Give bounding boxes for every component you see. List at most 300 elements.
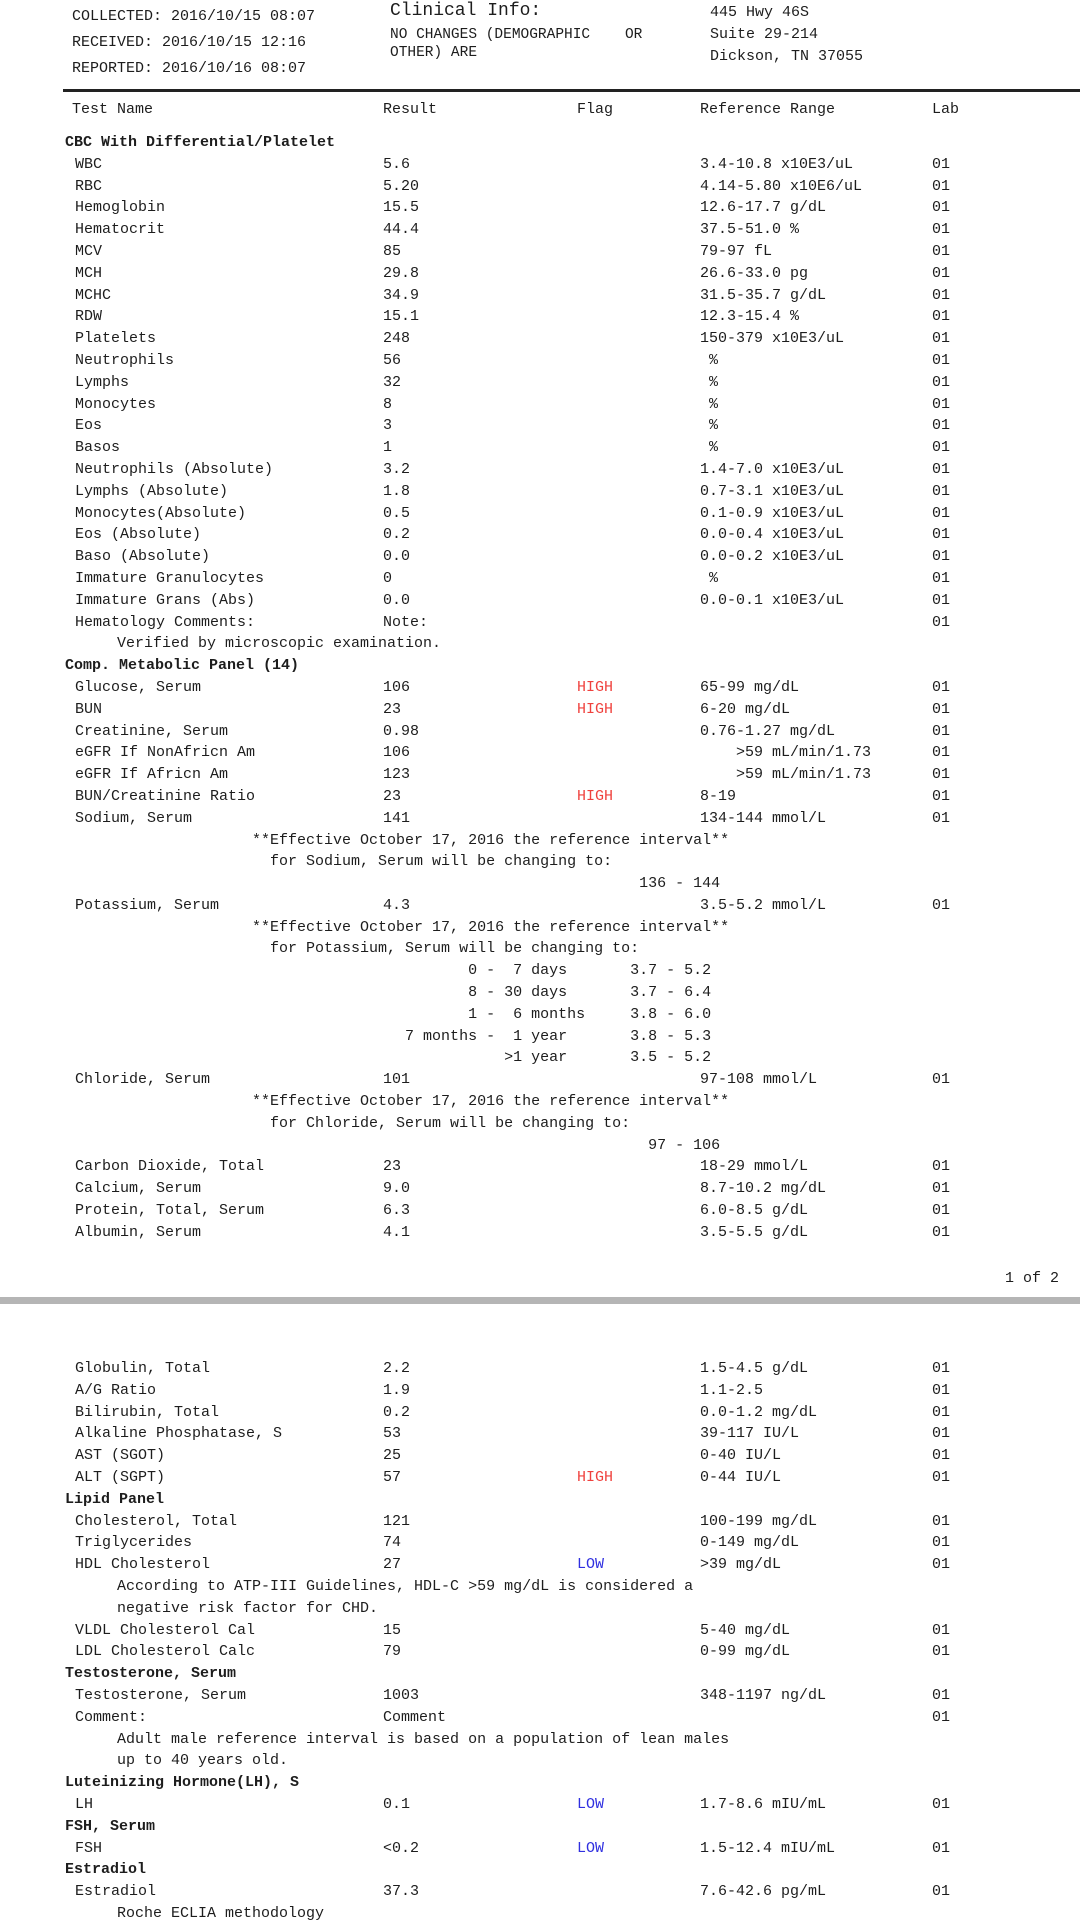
reference-range: 79-97 fL xyxy=(700,242,773,260)
note-text: 0 - 7 days 3.7 - 5.2 xyxy=(72,962,712,980)
lab-code: 01 xyxy=(932,439,951,457)
lab-code: 01 xyxy=(932,1534,951,1552)
table-column-headers xyxy=(0,101,1080,125)
reference-range: 6-20 mg/dL xyxy=(700,700,791,718)
test-name: BUN/Creatinine Ratio xyxy=(75,787,256,805)
test-result-row xyxy=(0,415,1080,437)
reference-range: 150-379 x10E3/uL xyxy=(700,330,845,348)
test-name: eGFR If NonAfricn Am xyxy=(75,744,256,762)
test-name: Hematocrit xyxy=(75,221,166,239)
note-text: **Effective October 17, 2016 the reference interval** xyxy=(72,831,730,849)
test-name: Alkaline Phosphatase, S xyxy=(75,1425,283,1443)
reference-range: >39 mg/dL xyxy=(700,1556,782,1574)
result-value: 15.1 xyxy=(383,308,420,326)
test-name: Baso (Absolute) xyxy=(75,548,211,566)
reported-date: REPORTED: 2016/10/16 08:07 xyxy=(72,60,307,77)
result-value: 23 xyxy=(383,700,402,718)
lab-code: 01 xyxy=(932,569,951,587)
note-text: Roche ECLIA methodology xyxy=(72,1904,325,1920)
test-name: Hematology Comments: xyxy=(75,613,256,631)
test-name: Lymphs xyxy=(75,373,130,391)
test-result-row xyxy=(0,263,1080,285)
lab-code: 01 xyxy=(932,1381,951,1399)
note-text: >1 year 3.5 - 5.2 xyxy=(72,1049,712,1067)
note-text: 136 - 144 xyxy=(72,875,721,893)
test-result-row xyxy=(0,612,1080,634)
test-result-row xyxy=(0,459,1080,481)
test-result-row xyxy=(0,197,1080,219)
test-name: Neutrophils (Absolute) xyxy=(75,460,274,478)
address-line: Suite 29-214 xyxy=(710,26,819,43)
column-header-reference-range: Reference Range xyxy=(700,101,836,118)
note-text: up to 40 years old. xyxy=(72,1752,289,1770)
flag-value: HIGH xyxy=(577,787,614,805)
result-value: 106 xyxy=(383,744,411,762)
note-line-row xyxy=(0,633,1080,655)
test-result-row xyxy=(0,503,1080,525)
lab-code: 01 xyxy=(932,351,951,369)
test-name: LH xyxy=(75,1795,94,1813)
note-text: 1 - 6 months 3.8 - 6.0 xyxy=(72,1005,712,1023)
reference-range: 1.7-8.6 mIU/mL xyxy=(700,1795,827,1813)
reference-range: 31.5-35.7 g/dL xyxy=(700,286,827,304)
result-value: 0.0 xyxy=(383,591,411,609)
reference-range: 100-199 mg/dL xyxy=(700,1512,818,1530)
note-text: for Sodium, Serum will be changing to: xyxy=(72,853,613,871)
lab-code: 01 xyxy=(932,526,951,544)
result-value: 0.5 xyxy=(383,504,411,522)
test-name: Globulin, Total xyxy=(75,1360,211,1377)
note-line-row xyxy=(0,1729,1080,1751)
lab-code: 01 xyxy=(932,1883,951,1901)
test-name: WBC xyxy=(75,155,103,173)
lab-code: 01 xyxy=(932,809,951,827)
test-result-row xyxy=(0,895,1080,917)
section-header-row xyxy=(0,1489,1080,1511)
result-value: 248 xyxy=(383,330,411,348)
test-name: Albumin, Serum xyxy=(75,1223,202,1241)
note-line-row xyxy=(0,1750,1080,1772)
test-result-row xyxy=(0,1881,1080,1903)
note-text: Verified by microscopic examination. xyxy=(72,635,442,653)
test-result-row xyxy=(0,328,1080,350)
note-line-row xyxy=(0,1091,1080,1113)
reference-range: 0-99 mg/dL xyxy=(700,1643,791,1661)
received-date: RECEIVED: 2016/10/15 12:16 xyxy=(72,34,307,51)
lab-code: 01 xyxy=(932,373,951,391)
test-result-row xyxy=(0,1380,1080,1402)
note-line-row xyxy=(0,1903,1080,1920)
reference-range: 0.76-1.27 mg/dL xyxy=(700,722,836,740)
result-value: 15 xyxy=(383,1621,402,1639)
lab-code: 01 xyxy=(932,1360,951,1377)
section-header-row xyxy=(0,1772,1080,1794)
test-name: Carbon Dioxide, Total xyxy=(75,1158,265,1176)
lab-code: 01 xyxy=(932,1223,951,1241)
test-result-row xyxy=(0,677,1080,699)
test-result-row xyxy=(0,524,1080,546)
test-result-row xyxy=(0,176,1080,198)
result-value: 0.1 xyxy=(383,1795,411,1813)
lab-code: 01 xyxy=(932,242,951,260)
test-result-row xyxy=(0,1358,1080,1380)
lab-code: 01 xyxy=(932,1180,951,1198)
lab-code: 01 xyxy=(932,1839,951,1857)
test-name: Calcium, Serum xyxy=(75,1180,202,1198)
reference-range: 12.3-15.4 % xyxy=(700,308,800,326)
test-name: RDW xyxy=(75,308,103,326)
test-name: Chloride, Serum xyxy=(75,1071,211,1089)
lab-code: 01 xyxy=(932,1468,951,1486)
lab-code: 01 xyxy=(932,744,951,762)
test-result-row xyxy=(0,1707,1080,1729)
reference-range: 8-19 xyxy=(700,787,737,805)
note-text: 8 - 30 days 3.7 - 6.4 xyxy=(72,984,712,1002)
result-value: 37.3 xyxy=(383,1883,420,1901)
test-result-row xyxy=(0,1838,1080,1860)
reference-range: >59 mL/min/1.73 xyxy=(700,744,872,762)
reference-range: 12.6-17.7 g/dL xyxy=(700,199,827,217)
lab-code: 01 xyxy=(932,482,951,500)
section-title: Luteinizing Hormone(LH), S xyxy=(65,1774,300,1792)
note-line-row xyxy=(0,1047,1080,1069)
note-line-row xyxy=(0,960,1080,982)
note-line-row xyxy=(0,873,1080,895)
reference-range: 1.5-12.4 mIU/mL xyxy=(700,1839,836,1857)
test-name: Neutrophils xyxy=(75,351,175,369)
lab-code: 01 xyxy=(932,221,951,239)
reference-range: 0.0-0.4 x10E3/uL xyxy=(700,526,845,544)
result-value: Note: xyxy=(383,613,429,631)
results-table-page1 xyxy=(0,132,1080,1244)
result-value: 27 xyxy=(383,1556,402,1574)
lab-code: 01 xyxy=(932,1643,951,1661)
reference-range: 0.1-0.9 x10E3/uL xyxy=(700,504,845,522)
test-result-row xyxy=(0,372,1080,394)
test-result-row xyxy=(0,1620,1080,1642)
reference-range: 26.6-33.0 pg xyxy=(700,264,809,282)
reference-range: 5-40 mg/dL xyxy=(700,1621,791,1639)
result-value: 29.8 xyxy=(383,264,420,282)
test-name: MCV xyxy=(75,242,103,260)
section-header-row xyxy=(0,132,1080,154)
result-value: 9.0 xyxy=(383,1180,411,1198)
section-header-row xyxy=(0,655,1080,677)
result-value: 1.9 xyxy=(383,1381,411,1399)
lab-code: 01 xyxy=(932,1071,951,1089)
result-value: 0.2 xyxy=(383,526,411,544)
test-name: Cholesterol, Total xyxy=(75,1512,238,1530)
test-name: Immature Grans (Abs) xyxy=(75,591,256,609)
test-name: eGFR If Africn Am xyxy=(75,766,229,784)
note-line-row xyxy=(0,982,1080,1004)
lab-code: 01 xyxy=(932,1158,951,1176)
result-value: 5.6 xyxy=(383,155,411,173)
reference-range: 8.7-10.2 mg/dL xyxy=(700,1180,827,1198)
lab-code: 01 xyxy=(932,1202,951,1220)
reference-range: >59 mL/min/1.73 xyxy=(700,766,872,784)
reference-range: % xyxy=(700,417,719,435)
lab-code: 01 xyxy=(932,1425,951,1443)
test-result-row xyxy=(0,1402,1080,1424)
result-value: 6.3 xyxy=(383,1202,411,1220)
lab-code: 01 xyxy=(932,460,951,478)
test-name: Creatinine, Serum xyxy=(75,722,229,740)
page-number: 1 of 2 xyxy=(1005,1270,1060,1287)
test-name: AST (SGOT) xyxy=(75,1447,166,1465)
lab-code: 01 xyxy=(932,1795,951,1813)
flag-value: LOW xyxy=(577,1556,605,1574)
clinical-info-title: Clinical Info: xyxy=(390,1,542,21)
test-name: MCHC xyxy=(75,286,112,304)
reference-range: 0.7-3.1 x10E3/uL xyxy=(700,482,845,500)
lab-code: 01 xyxy=(932,1621,951,1639)
lab-code: 01 xyxy=(932,504,951,522)
lab-code: 01 xyxy=(932,1556,951,1574)
test-result-row xyxy=(0,1794,1080,1816)
test-name: RBC xyxy=(75,177,103,195)
test-name: Potassium, Serum xyxy=(75,896,220,914)
test-name: Bilirubin, Total xyxy=(75,1403,220,1421)
lab-code: 01 xyxy=(932,199,951,217)
result-value: 4.3 xyxy=(383,896,411,914)
result-value: 3 xyxy=(383,417,393,435)
note-text: for Chloride, Serum will be changing to: xyxy=(72,1114,631,1132)
test-result-row xyxy=(0,1685,1080,1707)
section-title: Comp. Metabolic Panel (14) xyxy=(65,657,300,675)
result-value: 2.2 xyxy=(383,1360,411,1377)
reference-range: % xyxy=(700,373,719,391)
lab-code: 01 xyxy=(932,308,951,326)
reference-range: 1.5-4.5 g/dL xyxy=(700,1360,809,1377)
note-line-row xyxy=(0,830,1080,852)
result-value: 0.0 xyxy=(383,548,411,566)
test-result-row xyxy=(0,1156,1080,1178)
result-value: 1 xyxy=(383,439,393,457)
address-line: 445 Hwy 46S xyxy=(710,4,810,21)
note-line-row xyxy=(0,1135,1080,1157)
test-result-row xyxy=(0,219,1080,241)
reference-range: 134-144 mmol/L xyxy=(700,809,827,827)
address-line: Dickson, TN 37055 xyxy=(710,48,864,65)
lab-code: 01 xyxy=(932,395,951,413)
clinical-info-line: NO CHANGES (DEMOGRAPHIC OR xyxy=(390,27,643,43)
test-result-row xyxy=(0,699,1080,721)
section-header-row xyxy=(0,1816,1080,1838)
lab-code: 01 xyxy=(932,177,951,195)
result-value: 121 xyxy=(383,1512,411,1530)
test-result-row xyxy=(0,1423,1080,1445)
reference-range: 39-117 IU/L xyxy=(700,1425,800,1443)
lab-code: 01 xyxy=(932,1447,951,1465)
result-value: 79 xyxy=(383,1643,402,1661)
reference-range: 18-29 mmol/L xyxy=(700,1158,809,1176)
flag-value: HIGH xyxy=(577,1468,614,1486)
test-result-row xyxy=(0,306,1080,328)
test-result-row xyxy=(0,154,1080,176)
test-name: HDL Cholesterol xyxy=(75,1556,211,1574)
flag-value: HIGH xyxy=(577,700,614,718)
test-result-row xyxy=(0,350,1080,372)
note-line-row xyxy=(0,1113,1080,1135)
test-name: Basos xyxy=(75,439,121,457)
test-result-row xyxy=(0,437,1080,459)
test-result-row xyxy=(0,1532,1080,1554)
column-header-test-name: Test Name xyxy=(72,101,154,118)
test-name: A/G Ratio xyxy=(75,1381,157,1399)
result-value: 74 xyxy=(383,1534,402,1552)
test-result-row xyxy=(0,546,1080,568)
test-result-row xyxy=(0,394,1080,416)
reference-range: 0-44 IU/L xyxy=(700,1468,782,1486)
test-name: Lymphs (Absolute) xyxy=(75,482,229,500)
result-value: 8 xyxy=(383,395,393,413)
test-name: Glucose, Serum xyxy=(75,678,202,696)
test-result-row xyxy=(0,1445,1080,1467)
lab-code: 01 xyxy=(932,722,951,740)
test-name: BUN xyxy=(75,700,103,718)
result-value: 15.5 xyxy=(383,199,420,217)
header-divider-rule xyxy=(63,89,1080,92)
test-result-row xyxy=(0,1222,1080,1244)
test-name: Comment: xyxy=(75,1708,148,1726)
test-result-row xyxy=(0,742,1080,764)
lab-code: 01 xyxy=(932,1686,951,1704)
result-value: 34.9 xyxy=(383,286,420,304)
note-line-row xyxy=(0,1004,1080,1026)
lab-code: 01 xyxy=(932,766,951,784)
result-value: 32 xyxy=(383,373,402,391)
lab-code: 01 xyxy=(932,1512,951,1530)
reference-range: % xyxy=(700,351,719,369)
reference-range: 348-1197 ng/dL xyxy=(700,1686,827,1704)
test-result-row xyxy=(0,1554,1080,1576)
reference-range: 0-149 mg/dL xyxy=(700,1534,800,1552)
test-name: LDL Cholesterol Calc xyxy=(75,1643,256,1661)
clinical-info-line: OTHER) ARE xyxy=(390,45,478,61)
lab-code: 01 xyxy=(932,700,951,718)
test-result-row xyxy=(0,1641,1080,1663)
result-value: 5.20 xyxy=(383,177,420,195)
lab-code: 01 xyxy=(932,591,951,609)
section-title: Lipid Panel xyxy=(65,1490,165,1508)
result-value: 0.2 xyxy=(383,1403,411,1421)
test-result-row xyxy=(0,1467,1080,1489)
reference-range: 3.4-10.8 x10E3/uL xyxy=(700,155,854,173)
lab-code: 01 xyxy=(932,330,951,348)
test-name: Testosterone, Serum xyxy=(75,1686,247,1704)
reference-range: 6.0-8.5 g/dL xyxy=(700,1202,809,1220)
result-value: 53 xyxy=(383,1425,402,1443)
note-line-row xyxy=(0,1576,1080,1598)
note-line-row xyxy=(0,917,1080,939)
test-result-row xyxy=(0,721,1080,743)
reference-range: % xyxy=(700,439,719,457)
result-value: 85 xyxy=(383,242,402,260)
note-text: 7 months - 1 year 3.8 - 5.3 xyxy=(72,1027,712,1045)
note-line-row xyxy=(0,1026,1080,1048)
section-title: CBC With Differential/Platelet xyxy=(65,134,336,151)
test-name: Immature Granulocytes xyxy=(75,569,265,587)
result-value: 23 xyxy=(383,1158,402,1176)
reference-range: 3.5-5.5 g/dL xyxy=(700,1223,809,1241)
reference-range: 65-99 mg/dL xyxy=(700,678,800,696)
result-value: 3.2 xyxy=(383,460,411,478)
test-name: Platelets xyxy=(75,330,157,348)
note-text: 97 - 106 xyxy=(72,1136,721,1154)
test-result-row xyxy=(0,764,1080,786)
test-result-row xyxy=(0,1511,1080,1533)
result-value: 101 xyxy=(383,1071,411,1089)
test-result-row xyxy=(0,241,1080,263)
reference-range: 0.0-1.2 mg/dL xyxy=(700,1403,818,1421)
results-table-page2 xyxy=(0,1358,1080,1920)
test-name: Protein, Total, Serum xyxy=(75,1202,265,1220)
test-name: Eos (Absolute) xyxy=(75,526,202,544)
flag-value: LOW xyxy=(577,1839,605,1857)
collected-date: COLLECTED: 2016/10/15 08:07 xyxy=(72,8,316,25)
section-title: Estradiol xyxy=(65,1861,147,1879)
result-value: 57 xyxy=(383,1468,402,1486)
reference-range: % xyxy=(700,395,719,413)
lab-code: 01 xyxy=(932,787,951,805)
reference-range: 0.0-0.1 x10E3/uL xyxy=(700,591,845,609)
note-text: **Effective October 17, 2016 the reference interval** xyxy=(72,918,730,936)
section-title: Testosterone, Serum xyxy=(65,1665,237,1683)
lab-code: 01 xyxy=(932,417,951,435)
lab-code: 01 xyxy=(932,286,951,304)
reference-range: % xyxy=(700,569,719,587)
test-name: Monocytes xyxy=(75,395,157,413)
result-value: 23 xyxy=(383,787,402,805)
reference-range: 0.0-0.2 x10E3/uL xyxy=(700,548,845,566)
note-text: negative risk factor for CHD. xyxy=(72,1599,379,1617)
reference-range: 1.4-7.0 x10E3/uL xyxy=(700,460,845,478)
reference-range: 97-108 mmol/L xyxy=(700,1071,818,1089)
page-break-separator xyxy=(0,1297,1080,1304)
note-text: According to ATP-III Guidelines, HDL-C >59 mg/dL is considered a xyxy=(72,1577,694,1595)
result-value: 1003 xyxy=(383,1686,420,1704)
reference-range: 0-40 IU/L xyxy=(700,1447,782,1465)
test-name: Eos xyxy=(75,417,103,435)
note-text: for Potassium, Serum will be changing to: xyxy=(72,940,640,958)
test-result-row xyxy=(0,285,1080,307)
test-result-row xyxy=(0,786,1080,808)
test-name: Hemoglobin xyxy=(75,199,166,217)
result-value: 25 xyxy=(383,1447,402,1465)
note-text: **Effective October 17, 2016 the reference interval** xyxy=(72,1093,730,1111)
result-value: 141 xyxy=(383,809,411,827)
test-name: MCH xyxy=(75,264,103,282)
note-line-row xyxy=(0,1598,1080,1620)
test-name: VLDL Cholesterol Cal xyxy=(75,1621,256,1639)
lab-code: 01 xyxy=(932,678,951,696)
test-result-row xyxy=(0,590,1080,612)
reference-range: 3.5-5.2 mmol/L xyxy=(700,896,827,914)
result-value: 123 xyxy=(383,766,411,784)
column-header-lab: Lab xyxy=(932,101,960,118)
result-value: 1.8 xyxy=(383,482,411,500)
result-value: 44.4 xyxy=(383,221,420,239)
note-text: Adult male reference interval is based on a population of lean males xyxy=(72,1730,730,1748)
result-value: 56 xyxy=(383,351,402,369)
test-name: Monocytes(Absolute) xyxy=(75,504,247,522)
section-header-row xyxy=(0,1859,1080,1881)
reference-range: 7.6-42.6 pg/mL xyxy=(700,1883,827,1901)
flag-value: HIGH xyxy=(577,678,614,696)
lab-code: 01 xyxy=(932,1708,951,1726)
column-header-result: Result xyxy=(383,101,438,118)
